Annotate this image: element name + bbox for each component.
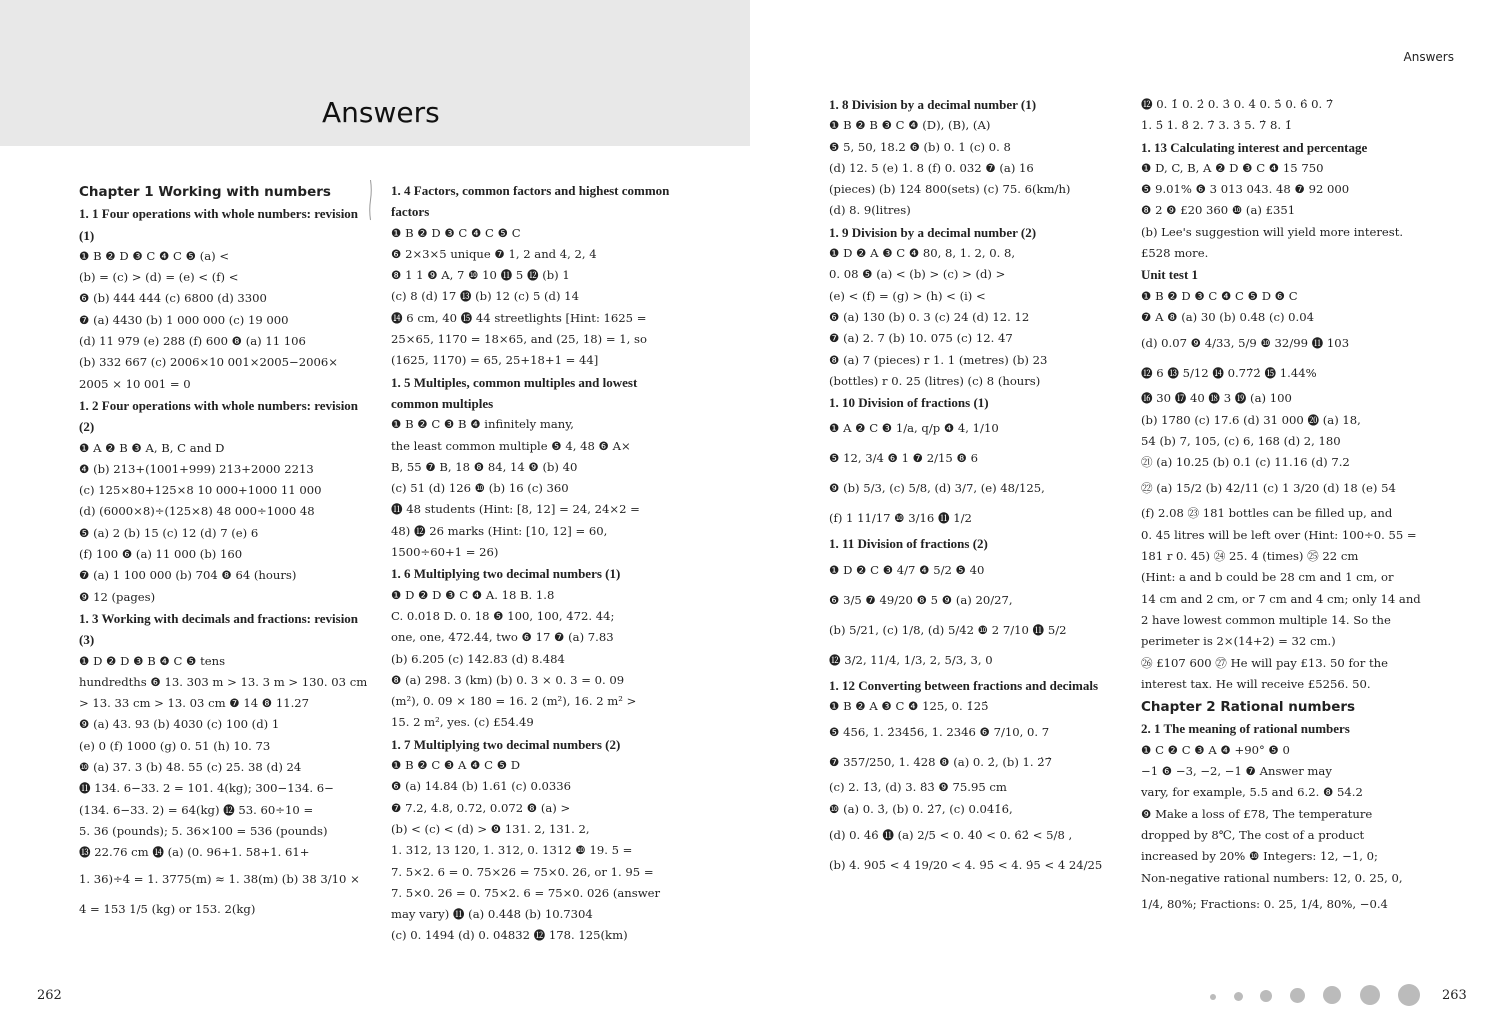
dot xyxy=(1360,985,1380,1005)
answer-line: (c) 2. 1̇3̇, (d) 3. 8̇3̇ ❾ 75.95 cm xyxy=(829,780,1007,795)
answer-line: 54 (b) 7, 105, (c) 6, 168 (d) 2, 180 xyxy=(1141,433,1341,448)
answer-line: 1. 312, 13 120, 1. 312, 0. 1312 ❿ 19. 5 = xyxy=(391,843,633,858)
answer-line: (e) < (f) = (g) > (h) < (i) < xyxy=(829,288,986,303)
section-heading: 1. 13 Calculating interest and percentage xyxy=(1141,139,1368,155)
answer-line: (e) 0 (f) 1000 (g) 0. 51 (h) 10. 73 xyxy=(79,738,271,753)
answer-line: ❶ B ❷ D ❸ C ❹ C ❺ D ❻ C xyxy=(1141,288,1298,303)
answer-line: (f) 1 11/17 ❿ 3/16 ⓫ 1/2 xyxy=(829,511,972,526)
answer-line: (d) 12. 5 (e) 1. 8 (f) 0. 032 ❼ (a) 16 xyxy=(829,160,1034,175)
section-heading: 2. 1 The meaning of rational numbers xyxy=(1141,721,1350,737)
answer-line: ❺ 5, 50, 18.2 ❻ (b) 0. 1 (c) 0. 8 xyxy=(829,139,1011,154)
answer-line: (d) 0. 4̇6̇ ⓫ (a) 2/5 < 0. 4̇0̇ < 0. 6̇2̇ < 5/8 , xyxy=(829,827,1073,842)
answer-line: ❶ D, C, B, A ❷ D ❸ C ❹ 15 750 xyxy=(1141,160,1324,175)
answer-line: ❽ 1 1 ❾ A, 7 ❿ 10 ⓫ 5 ⓬ (b) 1 xyxy=(391,268,570,283)
answer-line: ❺ 456, 1. 2̇345̇6, 1. 2346 ❻ 7/10, 0. 7 xyxy=(829,725,1050,740)
answer-line: (d) 11 979 (e) 288 (f) 600 ❽ (a) 11 106 xyxy=(79,334,306,349)
answer-line: ⓮ 6 cm, 40 ⓯ 44 streetlights [Hint: 1625 = xyxy=(391,310,647,325)
column-separator xyxy=(369,180,372,960)
answer-line: ⓬ 0. 1̇ 0. 2̇ 0. 3̇ 0. 4̇ 0. 5̇ 0. 6̇ 0. 7̇ xyxy=(1141,97,1334,111)
answer-line: (134. 6−33. 2) = 64(kg) ⓬ 53. 60÷10 = xyxy=(79,802,314,817)
answer-line: ❼ (a) 1 100 000 (b) 704 ❽ 64 (hours) xyxy=(79,568,297,583)
answer-line: (d) (6000×8)÷(125×8) 48 000÷1000 48 xyxy=(79,504,315,519)
answer-line: increased by 20% ❿ Integers: 12, −1, 0; xyxy=(1141,849,1378,864)
answer-line: ⓰ 30 ⓱ 40 ⓲ 3 ⓳ (a) 100 xyxy=(1141,391,1292,406)
answer-line: ❶ B ❷ A ❸ C ❹ 125, 0. 1̇25̇ xyxy=(829,699,989,714)
dot xyxy=(1323,986,1341,1004)
answer-line: ❿ (a) 0. 3̇, (b) 0. 2̇7̇, (c) 0.041̇6̇, xyxy=(829,801,1013,816)
answer-line: ❽ 2 ❾ £20 360 ❿ (a) £351 xyxy=(1141,203,1296,218)
answer-line: (c) 0. 1494 (d) 0. 04832 ⓬ 178. 125(km) xyxy=(391,928,628,943)
answer-line: ㉒ (a) 15/2 (b) 42/11 (c) 1 3/20 (d) 18 (e) 54 xyxy=(1141,481,1396,496)
answer-line: ❽ (a) 7 (pieces) r 1. 1 (metres) (b) 23 xyxy=(829,352,1048,367)
answer-line: ❶ B ❷ C ❸ A ❹ C ❺ D xyxy=(391,758,521,773)
section-heading: 1. 9 Division by a decimal number (2) xyxy=(829,224,1037,240)
page-number-left: 262 xyxy=(37,988,62,1003)
title-banner xyxy=(0,0,750,146)
answer-line: (bottles) r 0. 25 (litres) (c) 8 (hours) xyxy=(829,373,1041,388)
answer-line: (pieces) (b) 124 800(sets) (c) 75. 6(km/h) xyxy=(829,182,1071,197)
answer-line: (1625, 1170) = 65, 25+18+1 = 44] xyxy=(391,353,599,368)
answer-line: 1. 5̇ 1. 8̇ 2. 7̇ 3. 3̇ 5. 7̇ 8. 1̇ xyxy=(1141,118,1293,133)
page-number-right: 263 xyxy=(1442,988,1467,1003)
answer-line: 25×65, 1170 = 18×65, and (25, 18) = 1, so xyxy=(391,332,647,347)
answer-line: 1/4, 80%; Fractions: 0. 25, 1/4, 80%, −0.4 xyxy=(1141,896,1388,911)
answer-line: (f) 100 ❻ (a) 11 000 (b) 160 xyxy=(79,547,243,562)
answer-line: ❶ B ❷ B ❸ C ❹ (D), (B), (A) xyxy=(829,118,991,133)
answer-line: ❽ (a) 298. 3 (km) (b) 0. 3 × 0. 3 = 0. 09 xyxy=(391,672,625,687)
answer-line: ❺ (a) 2 (b) 15 (c) 12 (d) 7 (e) 6 xyxy=(79,525,259,540)
answer-line: ❶ B ❷ C ❸ B ❹ infinitely many, xyxy=(391,417,574,432)
answer-line: (b) < (c) < (d) > ❾ 131. 2, 131. 2, xyxy=(391,821,590,836)
answer-line: ❼ (a) 2. 7 (b) 10. 075 (c) 12. 47 xyxy=(829,331,1013,346)
answer-line: ⓭ 22.76 cm ⓮ (a) (0. 96+1. 58+1. 61+ xyxy=(79,845,310,860)
answer-line: perimeter is 2×(14+2) = 32 cm.) xyxy=(1141,634,1336,649)
answer-line: ❺ 12, 3/4 ❻ 1 ❼ 2/15 ❽ 6 xyxy=(829,451,978,466)
answer-line: ❾ Make a loss of £78, The temperature xyxy=(1141,806,1373,821)
dot xyxy=(1234,992,1243,1001)
answer-line: may vary) ⓫ (a) 0.448 (b) 10.7304 xyxy=(391,907,593,922)
dot xyxy=(1398,984,1420,1006)
answer-line: 2 have lowest common multiple 14. So the xyxy=(1141,612,1391,627)
answer-line: £528 more. xyxy=(1141,246,1209,261)
answer-line: 15. 2 m², yes. (c) £54.49 xyxy=(391,715,534,730)
answer-line: ❾ 12 (pages) xyxy=(79,589,156,604)
answer-line: ❶ D ❷ C ❸ 4/7 ❹ 5/2 ❺ 40 xyxy=(829,562,985,577)
answer-line: 14 cm and 2 cm, or 7 cm and 4 cm; only 14 and xyxy=(1141,591,1421,606)
answer-line: ㉑ (a) 10.25 (b) 0.1 (c) 11.16 (d) 7.2 xyxy=(1141,455,1350,470)
answer-line: (b) 6.205 (c) 142.83 (d) 8.484 xyxy=(391,651,565,666)
answer-line: (Hint: a and b could be 28 cm and 1 cm, or xyxy=(1141,570,1394,585)
section-heading: 1. 10 Division of fractions (1) xyxy=(829,395,989,411)
answer-line: ❼ (a) 4430 (b) 1 000 000 (c) 19 000 xyxy=(79,312,289,327)
answer-line: 7. 5×2. 6 = 0. 75×26 = 75×0. 26, or 1. 95 = xyxy=(391,864,654,879)
page-title: Answers xyxy=(322,96,440,129)
answer-line: 48) ⓬ 26 marks (Hint: [10, 12] = 60, xyxy=(391,523,608,538)
answer-line: ❶ D ❷ D ❸ C ❹ A. 18 B. 1.8 xyxy=(391,587,555,602)
section-heading: 1. 1 Four operations with whole numbers: revision (1) xyxy=(79,206,359,243)
answer-line: C. 0.018 D. 0. 18 ❺ 100, 100, 472. 44; xyxy=(391,608,615,623)
answer-line: (b) 332 667 (c) 2006×10 001×2005−2006× xyxy=(79,355,338,370)
answer-line: ❻ 2×3×5 unique ❼ 1, 2 and 4, 2, 4 xyxy=(391,246,597,261)
answer-line: 4 = 153 1/5 (kg) or 153. 2(kg) xyxy=(79,901,256,916)
answer-line: ❶ B ❷ D ❸ C ❹ C ❺ C xyxy=(391,225,521,240)
dot xyxy=(1260,990,1272,1002)
answer-line: ❹ (b) 213+(1001+999) 213+2000 2213 xyxy=(79,461,314,476)
answer-column-2 xyxy=(391,180,673,947)
answer-line: ❶ A ❷ C ❸ 1/a, q/p ❹ 4, 1/10 xyxy=(829,421,999,436)
answer-line: dropped by 8℃, The cost of a product xyxy=(1141,827,1365,842)
answer-line: ⓬ 6 ⓭ 5/12 ⓮ 0.77̇2̇ ⓯ 1.44% xyxy=(1141,366,1317,381)
answer-line: vary, for example, 5.5 and 6.2. ❽ 54.2 xyxy=(1141,785,1363,800)
answer-line: 5. 36 (pounds); 5. 36×100 = 536 (pounds) xyxy=(79,823,328,838)
answer-line: ❾ (a) 43. 93 (b) 4030 (c) 100 (d) 1 xyxy=(79,717,280,732)
answer-line: (b) 5/21, (c) 1/8, (d) 5/42 ❿ 2 7/10 ⓫ 5/2 xyxy=(829,622,1067,637)
answer-line: ❻ (b) 444 444 (c) 6800 (d) 3300 xyxy=(79,291,267,306)
section-heading: Unit test 1 xyxy=(1141,267,1199,283)
answer-line: (f) 2.08 ㉓ 181 bottles can be filled up, and xyxy=(1141,506,1393,521)
answer-line: 2005 × 10 001 = 0 xyxy=(79,376,191,391)
section-heading: 1. 4 Factors, common factors and highest common factors xyxy=(391,183,670,220)
answer-line: hundredths ❻ 13. 303 m > 13. 3 m > 130. 03 cm xyxy=(79,674,368,689)
answer-line: (d) 8. 9(litres) xyxy=(829,203,911,218)
section-heading: 1. 7 Multiplying two decimal numbers (2) xyxy=(391,736,621,752)
answer-line: ❼ 357/250, 1. 428 ❽ (a) 0. 2̇, (b) 1. 2̇7̇ xyxy=(829,755,1053,770)
dot xyxy=(1210,994,1216,1000)
answer-line: (c) 51 (d) 126 ❿ (b) 16 (c) 360 xyxy=(391,481,569,496)
right-page xyxy=(750,0,1500,1035)
answer-line: ❶ A ❷ B ❸ A, B, C and D xyxy=(79,440,225,455)
answer-line: ⓫ 134. 6−33. 2 = 101. 4(kg); 300−134. 6− xyxy=(79,781,334,796)
answer-line: ㉖ £107 600 ㉗ He will pay £13. 50 for the xyxy=(1141,655,1388,670)
answer-line: (b) Lee's suggestion will yield more interest. xyxy=(1141,224,1404,239)
answer-line: ❼ A ❽ (a) 30 (b) 0.48 (c) 0.04 xyxy=(1141,309,1314,324)
section-heading: 1. 5 Multiples, common multiples and lowest common multiples xyxy=(391,374,638,411)
answer-line: (b) 4. 9̇05̇ < 4 19/20 < 4. 9̇5̇ < 4. 9̇5 < 4 24/25 xyxy=(829,857,1103,872)
answer-line: 0. 45 litres will be left over (Hint: 100÷0. 55 = xyxy=(1141,527,1417,542)
section-heading: 1. 12 Converting between fractions and decimals xyxy=(829,677,1099,693)
answer-column-1 xyxy=(79,180,368,924)
answer-line: ❾ (b) 5/3, (c) 5/8, (d) 3/7, (e) 48/125, xyxy=(829,481,1045,496)
section-heading: 1. 8 Division by a decimal number (1) xyxy=(829,97,1037,112)
section-heading: 1. 2 Four operations with whole numbers: revision (2) xyxy=(79,397,359,435)
answer-line: ❶ C ❷ C ❸ A ❹ +90° ❺ 0 xyxy=(1141,742,1290,757)
answer-line: ❿ (a) 37. 3 (b) 48. 55 (c) 25. 38 (d) 24 xyxy=(79,760,302,775)
chapter-heading: Chapter 2 Rational numbers xyxy=(1141,699,1356,716)
answer-line: ❻ 3/5 ❼ 49/20 ❽ 5 ❾ (a) 20/27, xyxy=(829,592,1013,607)
section-heading: 1. 6 Multiplying two decimal numbers (1) xyxy=(391,566,621,582)
answer-line: ⓬ 3/2, 11/4, 1/3, 2, 5/3, 3, 0 xyxy=(829,652,993,667)
chapter-heading: Chapter 1 Working with numbers xyxy=(79,184,331,200)
answer-line: ❺ 9.01% ❻ 3 013 043. 48 ❼ 92 000 xyxy=(1141,182,1350,197)
answer-line: one, one, 472.44, two ❻ 17 ❼ (a) 7.83 xyxy=(391,630,614,645)
section-heading: 1. 3 Working with decimals and fractions: revision (3) xyxy=(79,610,359,648)
running-head: Answers xyxy=(1403,50,1454,64)
answer-line: ❶ D ❷ A ❸ C ❹ 80, 8, 1. 2, 0. 8, xyxy=(829,246,1016,261)
answer-line: ❶ D ❷ D ❸ B ❹ C ❺ tens xyxy=(79,653,226,668)
answer-line: ❶ B ❷ D ❸ C ❹ C ❺ (a) < xyxy=(79,248,230,263)
answer-line: (d) 0.07 ❾ 4/33, 5/9 ❿ 32/99 ⓫ 103 xyxy=(1141,336,1350,351)
answer-column-3 xyxy=(829,94,1111,880)
answer-line: 7. 5×0. 26 = 0. 75×2. 6 = 75×0. 026 (answer xyxy=(391,885,661,900)
answer-line: ❻ (a) 130 (b) 0. 3 (c) 24 (d) 12. 12 xyxy=(829,309,1030,324)
answer-line: ❻ (a) 14.84 (b) 1.61 (c) 0.0336 xyxy=(391,779,572,794)
answer-line: (b) 1780 (c) 17.6 (d) 31 000 ⓴ (a) 18, xyxy=(1141,412,1361,427)
answer-line: (c) 125×80+125×8 10 000+1000 11 000 xyxy=(79,483,322,498)
answer-line: (b) = (c) > (d) = (e) < (f) < xyxy=(79,270,239,285)
answer-column-4 xyxy=(1141,94,1423,919)
answer-line: B, 55 ❼ B, 18 ❽ 84, 14 ❾ (b) 40 xyxy=(391,459,578,474)
answer-line: ❼ 7.2, 4.8, 0.72, 0.072 ❽ (a) > xyxy=(391,800,571,815)
answer-line: > 13. 33 cm > 13. 03 cm ❼ 14 ❽ 11.27 xyxy=(79,696,310,711)
answer-line: (m²), 0. 09 × 180 = 16. 2 (m²), 16. 2 m² > xyxy=(391,694,637,709)
answer-line: (c) 8 (d) 17 ⓭ (b) 12 (c) 5 (d) 14 xyxy=(391,289,579,304)
answer-line: 1. 36)÷4 = 1. 3775(m) ≈ 1. 38(m) (b) 38 3/10 × xyxy=(79,871,360,886)
answer-line: 1500÷60+1 = 26) xyxy=(391,545,499,560)
answer-line: ⓫ 48 students (Hint: [8, 12] = 24, 24×2 = xyxy=(391,502,640,517)
answer-line: −1 ❻ −3, −2, −1 ❼ Answer may xyxy=(1141,764,1332,779)
answer-line: 181 r 0. 45) ㉔ 25. 4 (times) ㉕ 22 cm xyxy=(1141,549,1359,564)
answer-line: 0. 08 ❺ (a) < (b) > (c) > (d) > xyxy=(829,267,1006,282)
section-heading: 1. 11 Division of fractions (2) xyxy=(829,536,988,552)
answer-line: interest tax. He will receive £5256. 50. xyxy=(1141,676,1371,691)
answer-line: Non-negative rational numbers: 12, 0. 25, 0, xyxy=(1141,870,1403,885)
answer-line: the least common multiple ❺ 4, 48 ❻ A× xyxy=(391,438,631,453)
dot xyxy=(1290,988,1305,1003)
